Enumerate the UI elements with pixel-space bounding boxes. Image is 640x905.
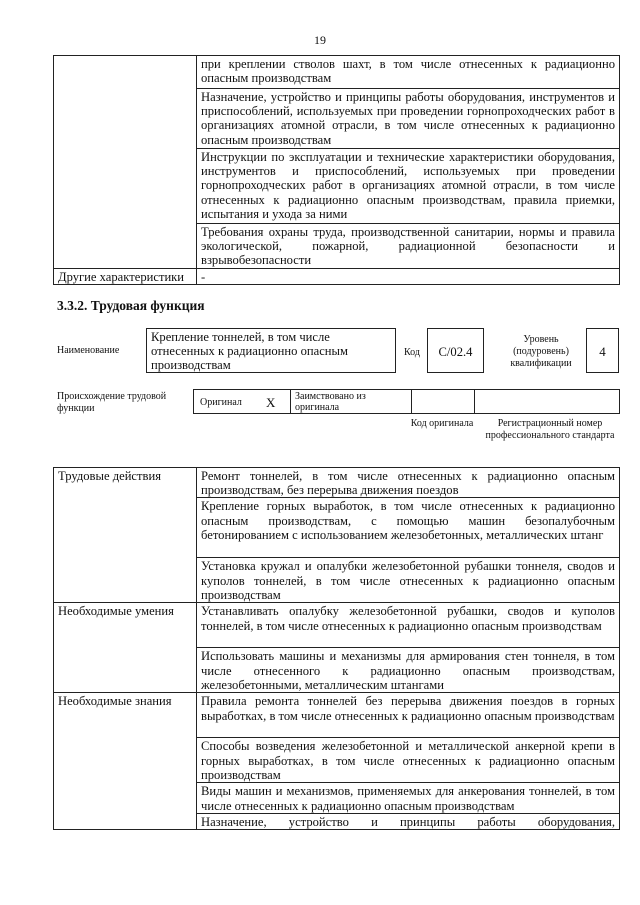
reg-number-caption: Регистрационный номер профессионального стандарта	[485, 418, 615, 441]
table-cell: Ремонт тоннелей, в том числе отнесенных к радиационно опасным производствам, без перерыва движения поездов	[197, 468, 620, 498]
table-cell: Виды машин и механизмов, применяемых для анкерования тоннелей, в том числе отнесенных к радиационно опасным производствам	[197, 783, 620, 813]
table-cell: Назначение, устройство и принципы работы оборудования, инструментов и приспособлений, используемых при проведении горнопроходческих работ в организациях атомной отрасли, в том числе отнесенных к радиационно опасным производствам	[197, 89, 620, 149]
name-label: Наименование	[57, 345, 120, 356]
table-cell: при креплении стволов шахт, в том числе отнесенных к радиационно опасным производствам	[197, 56, 620, 89]
table-cell: Требования охраны труда, производственной санитарии, нормы и правила экологической, пожарной, радиационной безопасности и взрывобезопасности	[197, 224, 620, 269]
table-cell: Устанавливать опалубку железобетонной рубашки, сводов и куполов тоннелей, в том числе отнесенных к радиационно опасным производствам	[197, 603, 620, 648]
knowledge-table-continued	[53, 55, 620, 285]
level-value-box: 4	[586, 328, 619, 373]
code-original-caption: Код оригинала	[410, 418, 474, 429]
table-cell: Правила ремонта тоннелей без перерыва движения поездов в горных выработках, в том числе отнесенных к радиационно опасным производствам	[197, 693, 620, 738]
table-cell: Инструкции по эксплуатации и технические характеристики оборудования, инструментов и приспособлений, используемых при проведении горнопроходческих работ в организациях атомной отрасли, в том числе отнесенных к радиационно опасным производствам, правила приемки, испытания и ухода за ними	[197, 149, 620, 224]
page-number: 19	[314, 33, 326, 47]
function-code-box: C/02.4	[427, 328, 484, 373]
divider	[474, 390, 475, 413]
code-label: Код	[404, 347, 420, 358]
origin-row	[193, 389, 620, 414]
original-mark: X	[266, 395, 276, 410]
function-details-table	[53, 467, 620, 830]
group-label: Необходимые знания	[54, 693, 197, 830]
table-cell: Способы возведения железобетонной и металлической анкерной крепи в горных выработках, в том числе отнесенных к радиационно опасным производствам	[197, 738, 620, 783]
borrowed-label: Заимствовано из оригинала	[295, 391, 366, 413]
table-cell: Назначение, устройство и принципы работы оборудования,	[197, 813, 620, 829]
table-cell: Крепление горных выработок, в том числе отнесенных к радиационно опасным производствам, с помощью машин безопалубочным бетонированием с использованием железобетонных, металлических штанг	[197, 498, 620, 558]
table-row	[54, 603, 620, 648]
table-row	[54, 269, 620, 285]
origin-label: Происхождение трудовой функции	[57, 391, 167, 414]
table-cell: Установка кружал и опалубки железобетонной рубашки тоннеля, сводов и куполов тоннелей, в том числе отнесенных к радиационно опасным производствам	[197, 558, 620, 603]
function-name-box: Крепление тоннелей, в том числе отнесенных к радиационно опасным производствам	[146, 328, 396, 373]
original-label: Оригинал	[200, 397, 242, 408]
other-characteristics-label: Другие характеристики	[54, 269, 197, 285]
section-title: 3.3.2. Трудовая функция	[57, 298, 205, 313]
table-row	[54, 693, 620, 738]
group-label: Трудовые действия	[54, 468, 197, 603]
table-cell: Использовать машины и механизмы для армирования стен тоннеля, в том числе отнесенного к радиационно опасным производствам, железобетонными, металлическим штангами	[197, 648, 620, 693]
table-row	[54, 468, 620, 498]
table-row	[54, 56, 620, 89]
divider	[411, 390, 412, 413]
divider	[290, 390, 291, 413]
empty-label-cell	[54, 56, 197, 269]
group-label: Необходимые умения	[54, 603, 197, 693]
other-characteristics-value: -	[197, 269, 620, 285]
level-label: Уровень (подуровень) квалификации	[510, 334, 572, 369]
